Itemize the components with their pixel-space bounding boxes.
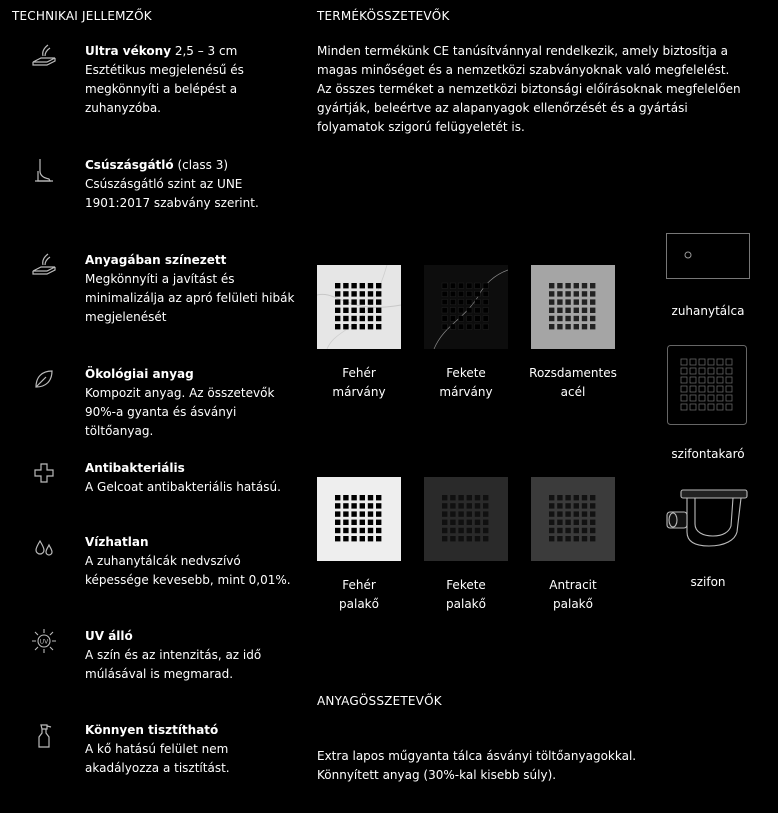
cover-black-slate[interactable] xyxy=(424,477,508,561)
feature-title: Ökológiai anyag xyxy=(85,367,194,381)
component-label: szifontakaró xyxy=(671,447,745,461)
feature-title: Ultra vékony xyxy=(85,44,172,58)
product-heading: TERMÉKÖSSZETEVŐK xyxy=(317,9,450,23)
feature-title: Antibakteriális xyxy=(85,461,185,475)
feature-text: Csúszásgátló szint az UNE 1901:2017 szabvány szerint. xyxy=(85,177,259,210)
feature-text: Kompozit anyag. Az összetevők 90%-a gyanta és ásványi töltőanyag. xyxy=(85,386,275,438)
tray-color-icon xyxy=(30,251,58,279)
feature-title: UV álló xyxy=(85,629,133,643)
feature-text: A zuhanytálcák nedvszívó képessége kevesebb, mint 0,01%. xyxy=(85,554,291,587)
uv-icon xyxy=(30,627,58,655)
feature-title: Könnyen tisztítható xyxy=(85,723,219,737)
feature-title: Vízhatlan xyxy=(85,535,149,549)
cover-stainless-steel[interactable] xyxy=(531,265,615,349)
drain-cover-icon xyxy=(667,345,747,425)
cover-label: Fehér márvány xyxy=(332,366,386,399)
feature-title-suffix: (class 3) xyxy=(173,158,229,172)
siphon-icon xyxy=(665,488,751,550)
leaf-icon xyxy=(30,365,58,393)
feature-text: A Gelcoat antibakteriális hatású. xyxy=(85,480,281,494)
component-label: zuhanytálca xyxy=(671,304,745,318)
product-description: Minden termékünk CE tanúsítvánnyal rendelkezik, amely biztosítja a magas minőséget és a nemzetközi szabványoknak való megfelelést. Az összes terméket a nemzetközi biztonsági előírásoknak megfelelően gyártják, beleértve az alapanyagok ellenőrzését és a gyártási folyamatok szigorú felügyeletét is. xyxy=(317,44,741,134)
thin-tray-icon xyxy=(30,42,58,70)
material-description: Extra lapos műgyanta tálca ásványi töltőanyagokkal. Könnyített anyag (30%-kal kisebb súly). xyxy=(317,749,637,782)
cover-white-slate[interactable] xyxy=(317,477,401,561)
feature-title: Anyagában színezett xyxy=(85,253,227,267)
feature-text: Esztétikus megjelenésű és megkönnyíti a belépést a zuhanyzóba. xyxy=(85,63,244,115)
cover-black-marble[interactable] xyxy=(424,265,508,349)
foot-icon xyxy=(30,156,58,184)
cover-label: Rozsdamentes acél xyxy=(529,366,617,399)
technical-heading: TECHNIKAI JELLEMZŐK xyxy=(12,9,152,23)
spray-bottle-icon xyxy=(30,721,58,749)
component-label: szifon xyxy=(690,575,726,589)
cover-label: Fekete márvány xyxy=(439,366,493,399)
cross-icon xyxy=(30,459,58,487)
cover-white-marble[interactable] xyxy=(317,265,401,349)
feature-text: A kő hatású felület nem akadályozza a tisztítást. xyxy=(85,742,230,775)
cover-label: Fehér palakő xyxy=(339,578,379,611)
drops-icon xyxy=(30,533,58,561)
shower-tray-icon xyxy=(666,233,750,279)
cover-label: Antracit palakő xyxy=(549,578,597,611)
svg-text:UV: UV xyxy=(39,638,49,646)
feature-ultra-thin xyxy=(30,42,300,115)
cover-anthracite-slate[interactable] xyxy=(531,477,615,561)
feature-title: Csúszásgátló xyxy=(85,158,174,172)
feature-title-suffix: 2,5 – 3 cm xyxy=(171,44,238,58)
feature-text: A szín és az intenzitás, az idő múlásával is megmarad. xyxy=(85,648,262,681)
material-heading: ANYAGÖSSZETEVŐK xyxy=(317,694,442,708)
feature-text: Megkönnyíti a javítást és minimalizálja az apró felületi hibák megjelenését xyxy=(85,272,295,324)
cover-label: Fekete palakő xyxy=(446,578,486,611)
